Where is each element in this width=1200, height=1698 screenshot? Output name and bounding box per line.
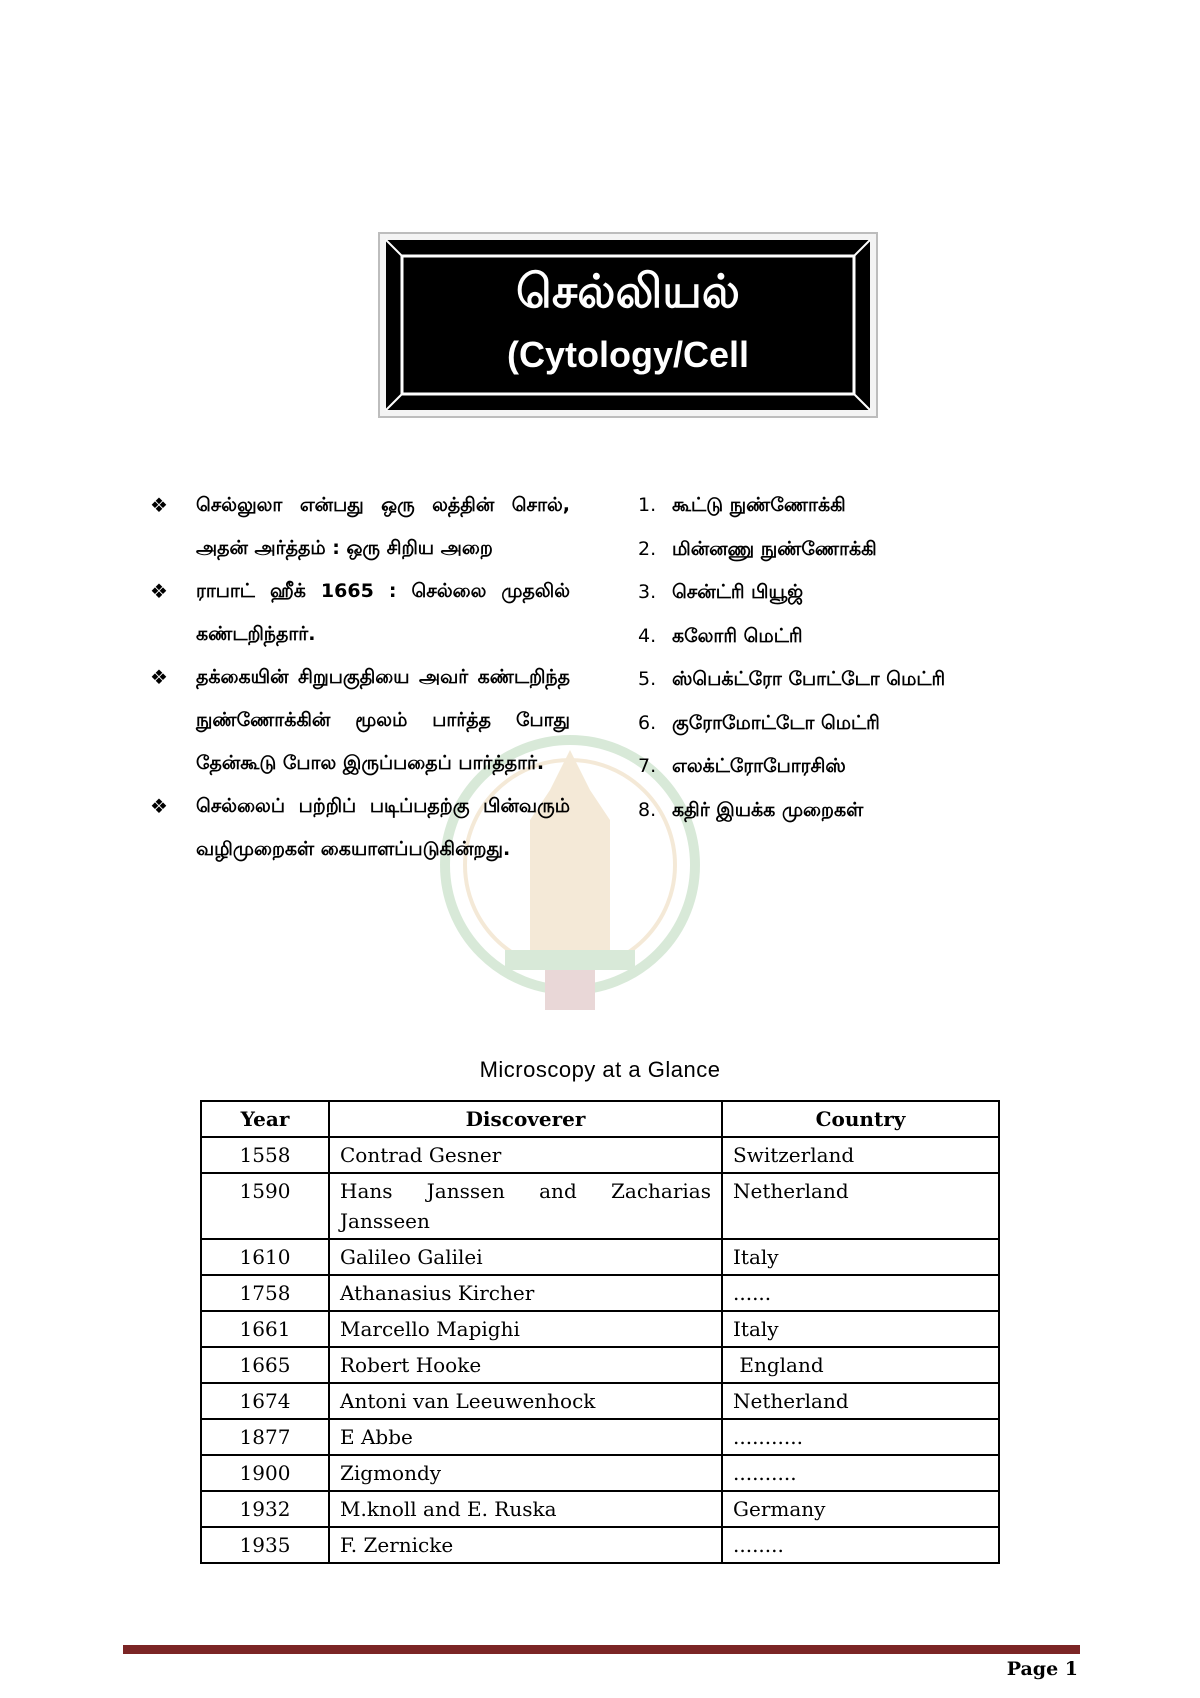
bullet-text: செல்லுலா என்பது ஒரு லத்தின் சொல், அதன் அர்த்தம் : ஒரு சிறிய அறை: [196, 494, 570, 559]
country-cell: ......: [722, 1275, 999, 1311]
header-discoverer: Discoverer: [329, 1101, 722, 1137]
method-text: குரோமோட்டோ மெட்ரி: [672, 711, 880, 734]
year-cell: 1590: [201, 1173, 329, 1239]
country-cell: England: [722, 1347, 999, 1383]
bullet-text: செல்லைப் பற்றிப் படிப்பதற்கு பின்வரும் வழிமுறைகள் கையாளப்படுகின்றது.: [196, 795, 570, 860]
discoverer-cell: Zigmondy: [329, 1455, 722, 1491]
discoverer-cell: Hans Janssen and Zacharias Jansseen: [329, 1173, 722, 1239]
diamond-bullet-icon: ❖: [150, 665, 168, 689]
method-number: 7.: [638, 755, 657, 777]
discoverer-cell: Athanasius Kircher: [329, 1275, 722, 1311]
table-header-row: [201, 1101, 999, 1137]
table-row: [201, 1527, 999, 1563]
header-year: Year: [201, 1101, 329, 1137]
country-cell: Netherland: [722, 1173, 999, 1239]
country-cell: Germany: [722, 1491, 999, 1527]
table-row: [201, 1275, 999, 1311]
diamond-bullet-icon: ❖: [150, 493, 168, 517]
method-item: [638, 745, 1058, 789]
title-tamil: செல்லியல்: [516, 264, 740, 318]
table-row: [201, 1383, 999, 1419]
header-country: Country: [722, 1101, 999, 1137]
page-number: Page 1: [1006, 1658, 1078, 1680]
method-item: [638, 789, 1058, 833]
microscopy-table: [200, 1100, 1000, 1564]
country-cell: Switzerland: [722, 1137, 999, 1173]
discoverer-cell: M.knoll and E. Ruska: [329, 1491, 722, 1527]
method-text: கதிர் இயக்க முறைகள்: [672, 798, 864, 821]
table-row: [201, 1347, 999, 1383]
table-row: [201, 1137, 999, 1173]
discoverer-cell: Contrad Gesner: [329, 1137, 722, 1173]
country-cell: ...........: [722, 1419, 999, 1455]
method-number: 4.: [638, 624, 657, 647]
method-number: 8.: [638, 798, 657, 821]
method-number: 5.: [638, 668, 657, 690]
year-cell: 1610: [201, 1239, 329, 1275]
table-row: [201, 1173, 999, 1239]
method-item: [638, 571, 1058, 615]
country-cell: Italy: [722, 1311, 999, 1347]
table-row: [201, 1455, 999, 1491]
method-text: மின்னணு நுண்ணோக்கி: [672, 537, 877, 560]
country-cell: Italy: [722, 1239, 999, 1275]
method-number: 2.: [638, 537, 657, 560]
discoverer-cell: Galileo Galilei: [329, 1239, 722, 1275]
method-item: [638, 615, 1058, 659]
bullet-item: [150, 570, 570, 656]
methods-list: [638, 484, 1058, 832]
bullet-text: ராபாட் ஹீக் 1665 : செல்லை முதலில் கண்டறிந்தார்.: [196, 580, 570, 645]
discoverer-cell: E Abbe: [329, 1419, 722, 1455]
year-cell: 1935: [201, 1527, 329, 1563]
method-item: [638, 702, 1058, 746]
discoverer-cell: Antoni van Leeuwenhock: [329, 1383, 722, 1419]
method-text: ஸ்பெக்ட்ரோ போட்டோ மெட்ரி: [672, 668, 946, 690]
year-cell: 1665: [201, 1347, 329, 1383]
footer-rule: [123, 1645, 1080, 1654]
title-english: (Cytology/Cell: [506, 334, 749, 375]
country-cell: Netherland: [722, 1383, 999, 1419]
year-cell: 1558: [201, 1137, 329, 1173]
method-number: 6.: [638, 711, 657, 734]
plaque-frame: [380, 234, 876, 416]
method-number: 1.: [638, 494, 657, 516]
year-cell: 1674: [201, 1383, 329, 1419]
table-row: [201, 1239, 999, 1275]
year-cell: 1900: [201, 1455, 329, 1491]
method-item: [638, 528, 1058, 572]
table-row: [201, 1311, 999, 1347]
method-number: 3.: [638, 581, 657, 603]
diamond-bullet-icon: ❖: [150, 579, 168, 603]
discoverer-cell: F. Zernicke: [329, 1527, 722, 1563]
table-row: [201, 1419, 999, 1455]
method-text: எலக்ட்ரோபோரசிஸ்: [672, 755, 846, 777]
title-plaque: [378, 232, 878, 418]
discoverer-cell: Marcello Mapighi: [329, 1311, 722, 1347]
year-cell: 1932: [201, 1491, 329, 1527]
country-cell: ........: [722, 1527, 999, 1563]
table-caption: Microscopy at a Glance: [479, 1057, 721, 1082]
bullet-text: தக்கையின் சிறுபகுதியை அவர் கண்டறிந்த நுண்ணோக்கின் மூலம் பார்த்த போது தேன்கூடு போல இருப்பதைப் பார்த்தார்.: [196, 666, 570, 774]
method-text: சென்ட்ரி பியூஜ்: [672, 581, 804, 603]
method-text: கலோரி மெட்ரி: [672, 624, 803, 647]
table-row: [201, 1491, 999, 1527]
year-cell: 1877: [201, 1419, 329, 1455]
method-item: [638, 484, 1058, 528]
country-cell: ..........: [722, 1455, 999, 1491]
bullet-item: [150, 484, 570, 570]
discoverer-cell: Robert Hooke: [329, 1347, 722, 1383]
bullet-list: [150, 484, 570, 871]
bullet-item: [150, 656, 570, 785]
year-cell: 1758: [201, 1275, 329, 1311]
method-item: [638, 658, 1058, 702]
year-cell: 1661: [201, 1311, 329, 1347]
method-text: கூட்டு நுண்ணோக்கி: [672, 494, 846, 516]
diamond-bullet-icon: ❖: [150, 794, 168, 818]
bullet-item: [150, 785, 570, 871]
